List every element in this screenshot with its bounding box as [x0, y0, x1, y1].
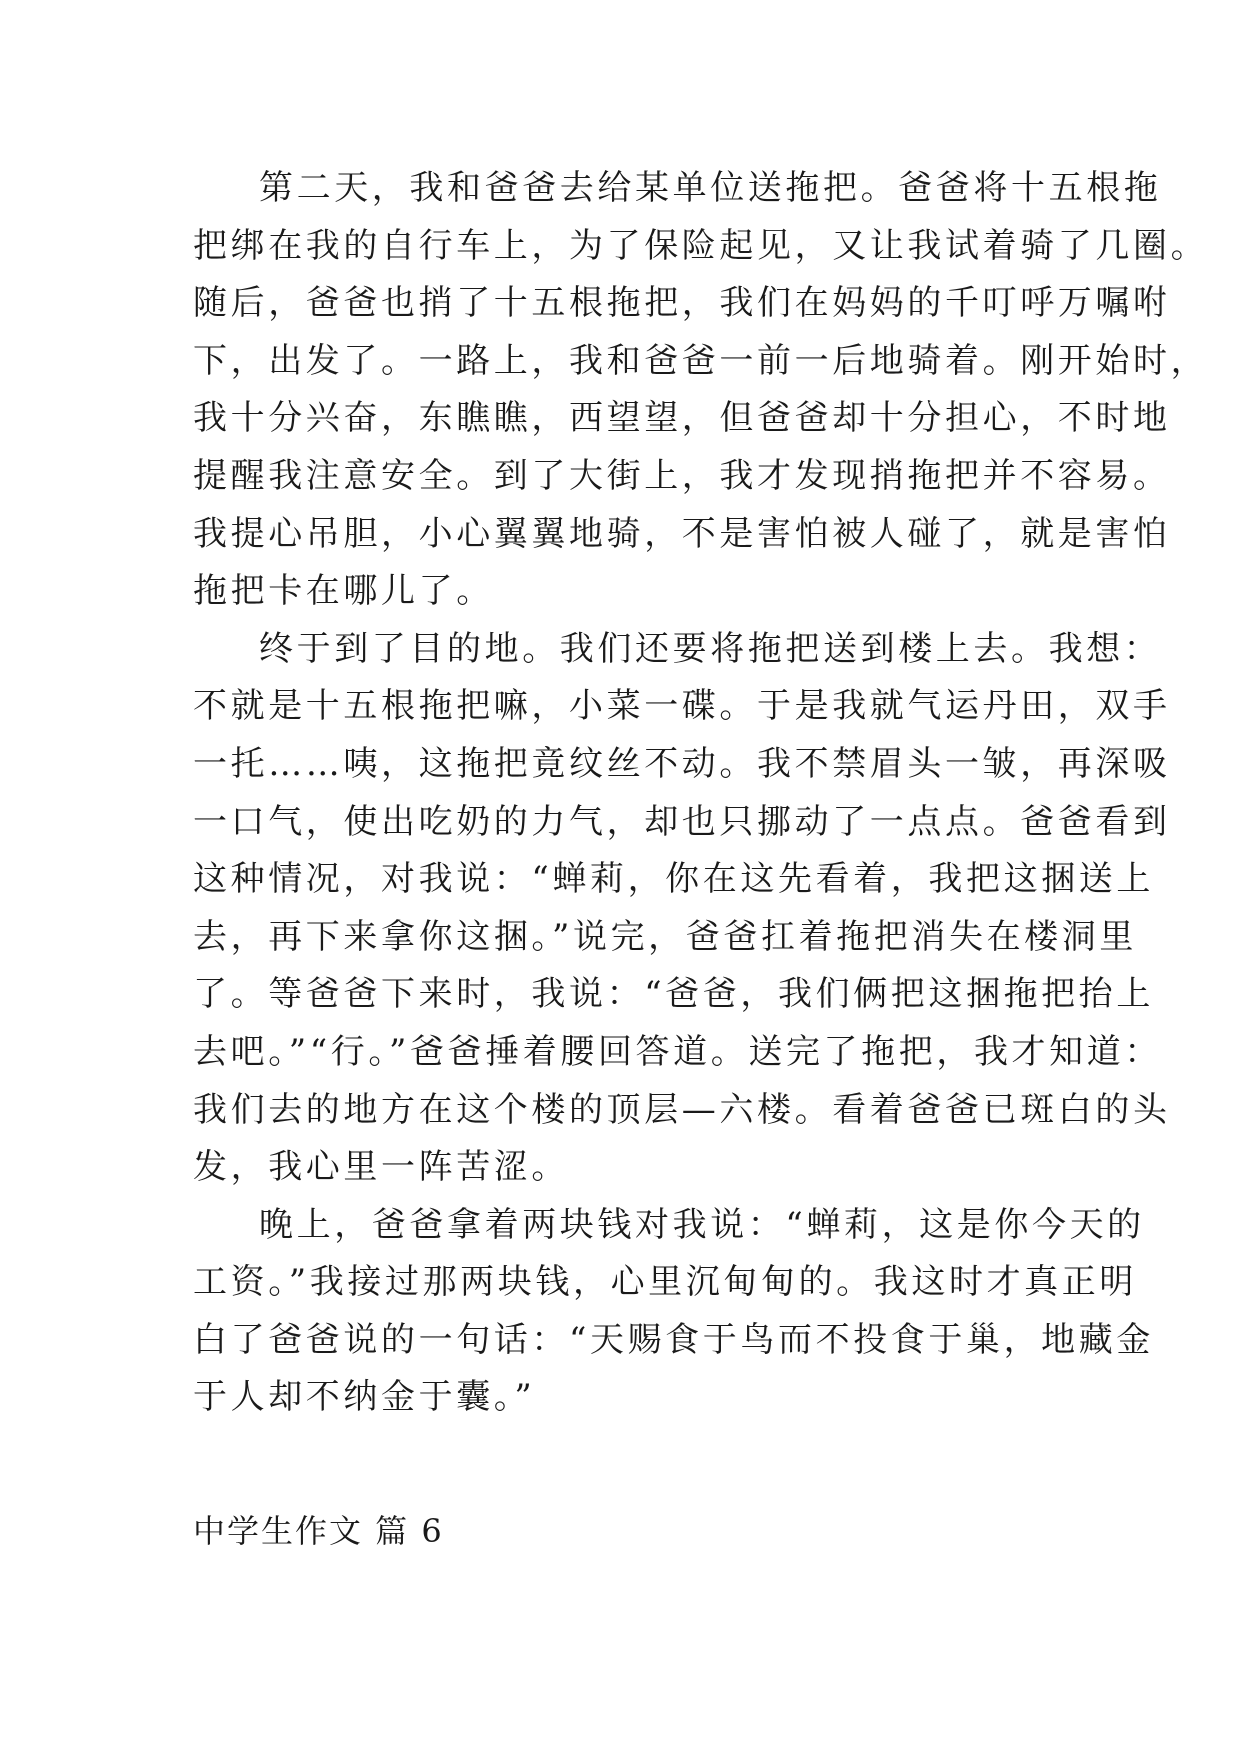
paragraph-line: 我提心吊胆，小心翼翼地骑，不是害怕被人碰了，就是害怕 [193, 513, 1171, 554]
paragraph-line: 拖把卡在哪儿了。 [193, 571, 494, 612]
paragraph-line: 工资。”我接过那两块钱，心里沉甸甸的。我这时才真正明 [193, 1262, 1137, 1303]
paragraph-line: 第二天，我和爸爸去给某单位送拖把。爸爸将十五根拖 [259, 168, 1162, 208]
paragraph-line: 不就是十五根拖把嘛，小菜一碟。于是我就气运丹田，双手 [193, 686, 1171, 727]
document-body [193, 160, 1209, 1427]
paragraph-line: 把绑在我的自行车上，为了保险起见，又让我试着骑了几圈。 [193, 225, 1209, 266]
paragraph-line: 了。等爸爸下来时，我说：“爸爸，我们俩把这捆拖把抬上 [193, 974, 1154, 1015]
paragraph-line: 晚上，爸爸拿着两块钱对我说：“蝉莉，这是你今天的 [259, 1204, 1145, 1245]
paragraph-line: 去，再下来拿你这捆。”说完，爸爸扛着拖把消失在楼洞里 [193, 916, 1137, 957]
paragraph-line: 我们去的地方在这个楼的顶层—六楼。看着爸爸已斑白的头 [193, 1089, 1171, 1130]
paragraph-line: 下，出发了。一路上，我和爸爸一前一后地骑着。刚开始时， [193, 340, 1209, 381]
paragraph-line: 于人却不纳金于囊。” [193, 1377, 536, 1418]
paragraph-3 [193, 1197, 1154, 1427]
paragraph-2 [193, 621, 1171, 1197]
paragraph-line: 一口气，使出吃奶的力气，却也只挪动了一点点。爸爸看到 [193, 801, 1171, 842]
paragraph-line: 提醒我注意安全。到了大街上，我才发现捎拖把并不容易。 [193, 455, 1171, 496]
section-heading: 中学生作文 篇 6 [193, 1512, 444, 1550]
paragraph-line: 去吧。”“行。”爸爸捶着腰回答道。送完了拖把，我才知道： [193, 1031, 1162, 1072]
paragraph-line: 这种情况，对我说：“蝉莉，你在这先看着，我把这捆送上 [193, 859, 1154, 900]
paragraph-line: 终于到了目的地。我们还要将拖把送到楼上去。我想： [259, 628, 1162, 669]
paragraph-line: 我十分兴奋，东瞧瞧，西望望，但爸爸却十分担心，不时地 [193, 398, 1171, 439]
paragraph-line: 发，我心里一阵苦涩。 [193, 1147, 569, 1188]
paragraph-line: 随后，爸爸也捎了十五根拖把，我们在妈妈的千叮呼万嘱咐 [193, 283, 1171, 324]
paragraph-line: 一托……咦，这拖把竟纹丝不动。我不禁眉头一皱，再深吸 [193, 743, 1171, 784]
paragraph-1 [193, 160, 1209, 621]
paragraph-line: 白了爸爸说的一句话：“天赐食于鸟而不投食于巢，地藏金 [193, 1319, 1154, 1360]
